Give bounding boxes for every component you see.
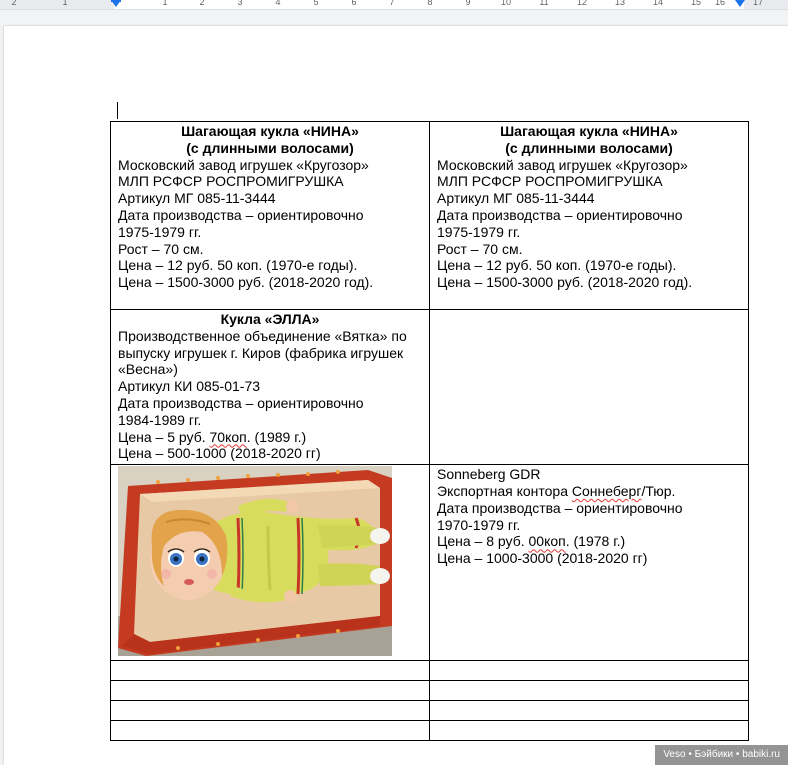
table-cell-empty[interactable] [430,701,749,721]
ruler-number: 14 [652,0,664,7]
table-cell-empty[interactable] [430,721,749,741]
price-original: Цена – 12 руб. 50 коп. (1970-е годы). [118,257,358,274]
manufacturer-line: «Весна») [118,361,178,378]
production-date-label: Дата производства – ориентировочно [118,206,364,223]
export-office: Экспортная контора Соннеберг/Тюр. [437,482,676,499]
production-years: 1975-1979 гг. [118,223,202,240]
table-row [111,701,749,721]
doll-title: Кукла «ЭЛЛА» [220,311,320,327]
table-cell-photo[interactable] [111,465,430,661]
production-date-label: Дата производства – ориентировочно [437,206,683,223]
price-current: Цена – 500-1000 (2018-2020 гг) [118,445,321,462]
manufacturer: Московский завод игрушек «Кругозор» [437,156,688,173]
ruler-number: 4 [275,0,281,7]
ruler-number: 1 [62,0,68,7]
price-current: Цена – 1500-3000 руб. (2018-2020 год). [437,274,693,291]
table-row [111,681,749,701]
doll-catalog-table[interactable] [110,121,749,741]
ruler-number: 10 [500,0,512,7]
table-row [111,661,749,681]
table-cell-empty[interactable] [111,721,430,741]
manufacturer-line: выпуску игрушек г. Киров (фабрика игрушек [118,344,404,361]
horizontal-ruler[interactable] [0,0,788,10]
ruler-number: 2 [199,0,205,7]
spellcheck-word[interactable]: 00коп [528,533,566,550]
price-original: Цена – 8 руб. 00коп. (1978 г.) [437,533,626,550]
ruler-number: 2 [11,0,17,7]
ruler-number: 8 [427,0,433,7]
doll-title: Шагающая кукла «НИНА» [181,123,359,139]
article-number: Артикул МГ 085-11-3444 [118,190,276,207]
ministry: МЛП РСФСР РОСПРОМИГРУШКА [118,173,344,190]
ruler-number: 6 [351,0,357,7]
doll-in-box-photo[interactable] [118,466,392,656]
ruler-number: 9 [465,0,471,7]
manufacturer: Московский завод игрушек «Кругозор» [118,156,369,173]
article-number: Артикул КИ 085-01-73 [118,378,261,395]
table-cell-empty[interactable] [111,661,430,681]
ruler-number: 5 [313,0,319,7]
production-years: 1984-1989 гг. [118,411,202,428]
table-cell-ella[interactable] [111,310,430,465]
table-cell-empty[interactable] [430,661,749,681]
spellcheck-word[interactable]: 70коп [209,428,247,445]
table-row [111,310,749,465]
doll-subtitle: (с длинными волосами) [186,139,354,156]
ruler-number: 1 [162,0,168,7]
manufacturer: Sonneberg GDR [437,466,541,483]
spellcheck-word[interactable]: Соннеберг [571,482,642,499]
price-original: Цена – 12 руб. 50 коп. (1970-е годы). [437,257,677,274]
ruler-number: 12 [576,0,588,7]
ruler-number: 17 [752,0,764,7]
table-cell-empty[interactable] [111,701,430,721]
production-date-label: Дата производства – ориентировочно [118,394,364,411]
ruler-number: 16 [714,0,726,7]
table-cell-nina-right[interactable] [430,122,749,310]
table-cell-empty[interactable] [430,310,749,465]
site-watermark: Veso • Бэйбики • babiki.ru [655,745,788,765]
production-years: 1970-1979 гг. [437,516,521,533]
table-cell-empty[interactable] [111,681,430,701]
price-current: Цена – 1000-3000 (2018-2020 гг) [437,550,648,567]
doll-subtitle: (с длинными волосами) [505,139,673,156]
table-cell-empty[interactable] [430,681,749,701]
table-row [111,721,749,741]
height: Рост – 70 см. [437,240,523,257]
manufacturer-line: Производственное объединение «Вятка» по [118,327,407,344]
ruler-left-margin [0,0,114,9]
ruler-number: 11 [539,0,549,7]
ruler-number: 7 [389,0,395,7]
table-row [111,122,749,310]
production-years: 1975-1979 гг. [437,223,521,240]
ruler-number: 13 [614,0,626,7]
height: Рост – 70 см. [118,240,204,257]
ruler-number: 15 [690,0,702,7]
right-indent-marker[interactable] [735,0,745,7]
ruler-right-margin [744,0,788,9]
ministry: МЛП РСФСР РОСПРОМИГРУШКА [437,173,663,190]
price-original: Цена – 5 руб. 70коп. (1989 г.) [118,428,307,445]
price-current: Цена – 1500-3000 руб. (2018-2020 год). [118,274,374,291]
article-number: Артикул МГ 085-11-3444 [437,190,595,207]
text-cursor [117,102,118,119]
production-date-label: Дата производства – ориентировочно [437,499,683,516]
table-row [111,465,749,661]
table-cell-sonneberg[interactable] [430,465,749,661]
first-line-indent-marker[interactable] [111,0,121,2]
ruler-number: 3 [237,0,243,7]
doll-photo-image [118,466,392,656]
doll-title: Шагающая кукла «НИНА» [500,123,678,139]
table-cell-nina-left[interactable] [111,122,430,310]
